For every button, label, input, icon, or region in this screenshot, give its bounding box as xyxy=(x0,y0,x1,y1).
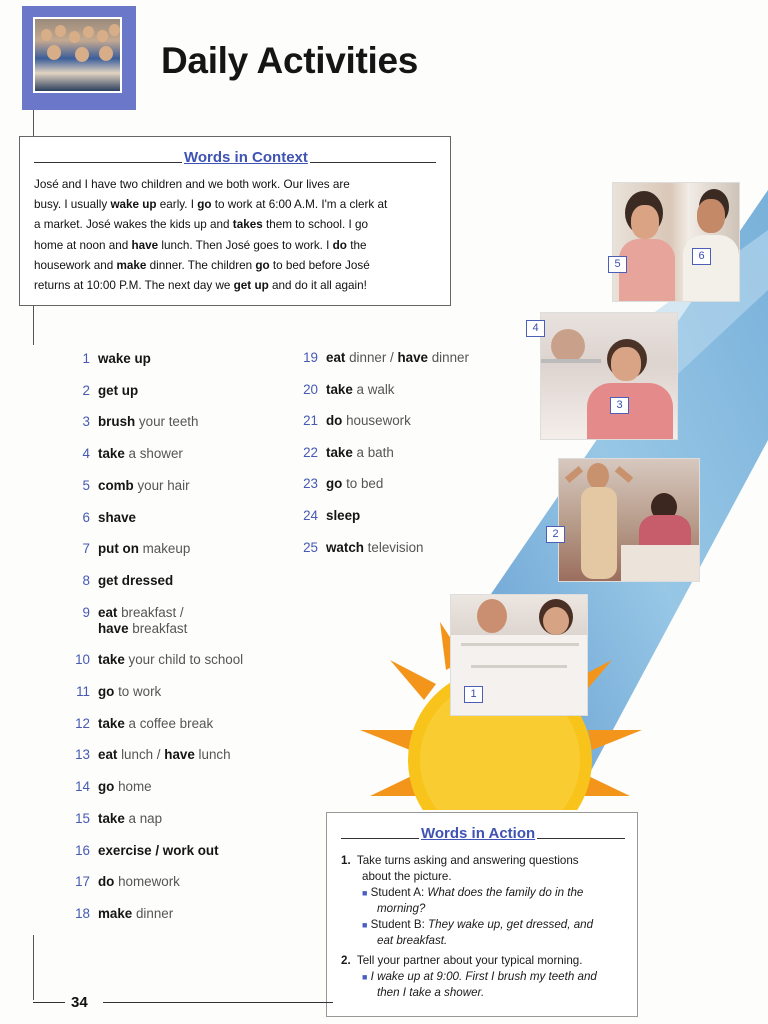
vocab-phrase: take a coffee break xyxy=(98,715,214,731)
vocab-number: 3 xyxy=(82,414,90,430)
context-line: a market. José wakes the kids up and takes them to school. I go xyxy=(34,218,368,232)
vocab-number: 6 xyxy=(82,509,90,525)
vocab-number: 4 xyxy=(82,446,90,462)
context-line: housework and make dinner. The children go to bed before José xyxy=(34,258,370,272)
vocab-item-1 xyxy=(72,351,312,367)
vocab-item-7 xyxy=(72,541,312,557)
vocab-number: 2 xyxy=(82,382,90,398)
badge-2: 2 xyxy=(546,526,565,543)
vocab-phrase: get dressed xyxy=(98,572,174,588)
vocab-item-2 xyxy=(72,383,312,399)
vocab-phrase: do homework xyxy=(98,874,180,890)
action-heading xyxy=(341,825,625,843)
student-b-line: ■ Student B: They wake up, get dressed, and xyxy=(362,918,594,931)
vocab-phrase: brush your teeth xyxy=(98,414,199,430)
vocab-number: 13 xyxy=(75,747,90,763)
vocab-item-17 xyxy=(72,874,312,890)
badge-3: 3 xyxy=(610,397,629,414)
example-cont: then I take a shower. xyxy=(377,986,485,999)
vocab-phrase: put on makeup xyxy=(98,541,191,557)
bullet-icon: ■ xyxy=(362,888,368,898)
vocab-phrase: go to work xyxy=(98,684,162,699)
student-a-line: ■ Student A: What does the family do in the xyxy=(362,886,584,899)
badge-5: 5 xyxy=(608,256,627,273)
vocab-number: 15 xyxy=(75,810,90,826)
vocab-item-11 xyxy=(72,684,312,700)
vocab-phrase: wake up xyxy=(98,351,151,366)
vocab-phrase: take a shower xyxy=(98,446,183,462)
vocab-item-16 xyxy=(72,843,312,859)
vocab-phrase: take a walk xyxy=(326,381,395,397)
vocab-item-3 xyxy=(72,414,312,430)
vocab-item-12 xyxy=(72,716,312,732)
group-photo xyxy=(33,17,122,93)
vocab-phrase-cont: have breakfast xyxy=(98,620,188,636)
vocab-phrase: make dinner xyxy=(98,905,174,921)
example-line: ■ I wake up at 9:00. First I brush my teeth and xyxy=(362,970,597,983)
vocab-number: 8 xyxy=(82,572,90,588)
vocab-phrase: sleep xyxy=(326,508,361,523)
context-line: home at noon and have lunch. Then José goes to work. I do the xyxy=(34,238,367,252)
vocab-item-13 xyxy=(72,747,312,763)
vocab-item-15 xyxy=(72,811,312,827)
vocab-phrase: exercise / work out xyxy=(98,842,219,858)
vocab-item-10 xyxy=(72,652,312,668)
vocab-item-14 xyxy=(72,779,312,795)
badge-4: 4 xyxy=(526,320,545,337)
daily-routine-illustration xyxy=(340,170,768,810)
vocab-item-6 xyxy=(72,510,312,526)
vocab-number: 11 xyxy=(76,684,90,699)
vocab-item-8 xyxy=(72,573,312,589)
vocab-phrase: eat dinner / have dinner xyxy=(326,350,469,365)
student-b-cont: eat breakfast. xyxy=(377,934,448,947)
vocab-item-4 xyxy=(72,446,312,462)
photo-grooming xyxy=(612,182,740,302)
action-item-2: 2. Tell your partner about your typical morning. xyxy=(341,954,583,967)
vocab-phrase: shave xyxy=(98,509,136,525)
context-line: José and I have two children and we both work. Our lives are xyxy=(34,178,350,191)
context-heading xyxy=(34,149,436,167)
vocab-phrase: comb your hair xyxy=(98,477,190,493)
vocab-item-18 xyxy=(72,906,312,922)
vocab-phrase: go home xyxy=(98,779,152,795)
photo-bathroom xyxy=(540,312,678,440)
vocab-phrase: take a nap xyxy=(98,810,163,826)
vocab-number: 17 xyxy=(75,874,90,890)
page-number: 34 xyxy=(71,994,88,1011)
margin-rule xyxy=(33,110,34,136)
student-a-cont: morning? xyxy=(377,902,426,915)
vocab-number: 22 xyxy=(303,444,318,460)
vocab-item-5 xyxy=(72,478,312,494)
margin-rule xyxy=(33,305,34,345)
vocab-number: 1 xyxy=(82,351,90,366)
vocab-number: 25 xyxy=(303,539,318,555)
vocab-number: 24 xyxy=(303,508,318,523)
vocab-number: 5 xyxy=(82,477,90,493)
action-item-1-cont: about the picture. xyxy=(362,870,452,883)
badge-1: 1 xyxy=(464,686,483,703)
vocab-number: 16 xyxy=(75,842,90,858)
action-item-1: 1. Take turns asking and answering questions xyxy=(341,854,579,867)
vocab-phrase: go to bed xyxy=(326,476,384,492)
action-heading-label: Words in Action xyxy=(421,825,536,842)
vocab-item-9 xyxy=(72,605,312,637)
page-title: Daily Activities xyxy=(161,40,419,81)
vocab-phrase: take your child to school xyxy=(98,652,244,668)
vocab-number: 20 xyxy=(303,381,318,397)
vocab-phrase: eat breakfast / xyxy=(98,604,184,620)
vocab-number: 12 xyxy=(75,715,90,731)
context-heading-label: Words in Context xyxy=(184,149,308,166)
badge-6: 6 xyxy=(692,248,711,265)
vocab-number: 23 xyxy=(303,476,318,492)
context-line: returns at 10:00 P.M. The next day we get up and do it all again! xyxy=(34,279,367,293)
vocab-number: 18 xyxy=(75,905,90,921)
vocab-number: 7 xyxy=(82,541,90,557)
vocab-number: 10 xyxy=(75,652,90,668)
vocab-phrase: take a bath xyxy=(326,444,394,460)
words-in-action-box xyxy=(326,812,638,1017)
margin-rule xyxy=(33,935,34,1000)
vocab-phrase: do housework xyxy=(326,413,411,429)
context-line: busy. I usually wake up early. I go to work at 6:00 A.M. I'm a clerk at xyxy=(34,198,388,212)
bullet-icon: ■ xyxy=(362,920,368,930)
vocab-number: 14 xyxy=(75,779,90,795)
vocab-phrase: get up xyxy=(98,382,139,398)
photo-getting-up xyxy=(558,458,700,582)
vocab-number: 9 xyxy=(82,604,90,620)
vocab-phrase: eat lunch / have lunch xyxy=(98,747,231,763)
vocab-number: 19 xyxy=(303,350,318,365)
vocab-number: 21 xyxy=(303,413,318,429)
page-footer xyxy=(33,994,333,1012)
vocab-phrase: watch television xyxy=(326,539,424,555)
bullet-icon: ■ xyxy=(362,972,368,982)
